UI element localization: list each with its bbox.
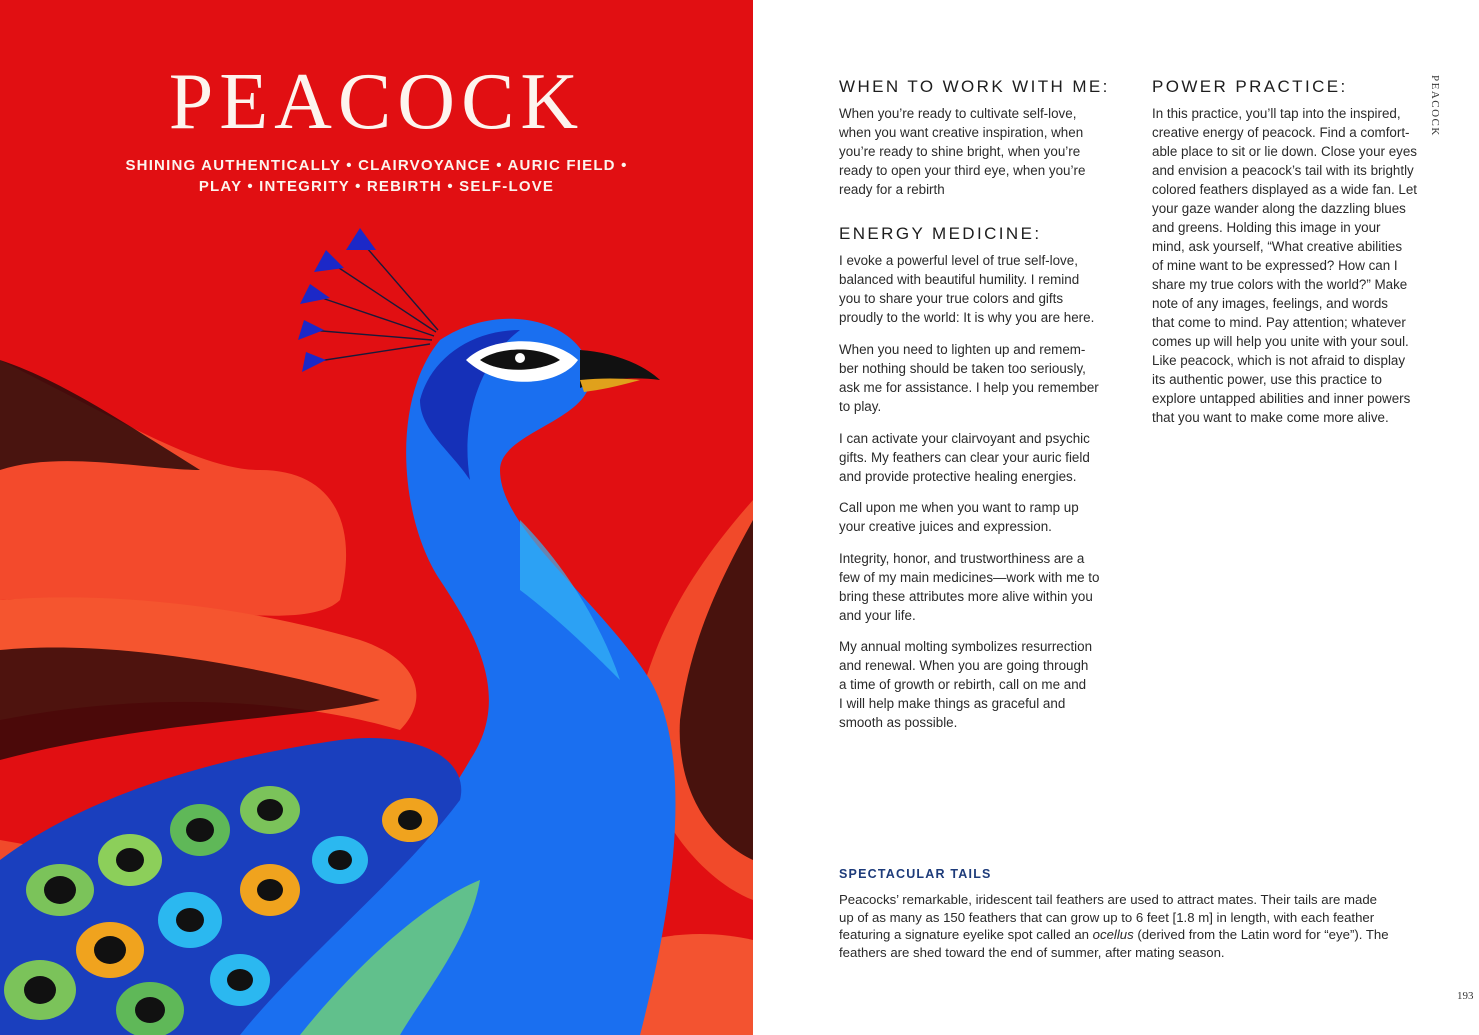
energy-medicine-paragraph-1: I evoke a powerful level of true self-love, balanced with beautiful humility. I remind you to share your true colors and gifts proudly to the world: It is why you are here. — [839, 253, 1095, 325]
tagline-line-2: PLAY • INTEGRITY • REBIRTH • SELF-LOVE — [198, 178, 555, 195]
sidebar-text-italic: ocellus — [1092, 927, 1134, 942]
energy-medicine-paragraph-6: My annual molting symbolizes resurrection and renewal. When you are going through a time of growth or rebirth, call on me and I will help make things as graceful and smooth as possible. — [839, 639, 1093, 730]
power-practice-heading: POWER PRACTICE: — [1152, 77, 1348, 96]
crest-tips — [298, 228, 376, 372]
tagline-line-1: SHINING AUTHENTICALLY • CLAIRVOYANCE • AURIC FIELD • — [125, 157, 628, 174]
sidebar-text-part-1: Peacocks’ remarkable, iridescent tail feathers are used to attract mates. Their tails are made up of as many as 150 feathers that can grow up to 6 feet [1.8 m] in length, with each feather featuring a signature eyelike spot called an — [839, 892, 1378, 942]
dark-swirl-top — [0, 360, 200, 470]
peacock-eye — [515, 353, 525, 363]
energy-medicine-paragraph-2: When you need to lighten up and remem- ber nothing should be taken too seriously, ask me for assistance. I help you remember to play. — [839, 342, 1099, 414]
page-number: 193 — [1457, 990, 1474, 1002]
running-head: PEACOCK — [1429, 75, 1441, 137]
sidebar-heading: SPECTACULAR TAILS — [839, 867, 992, 881]
sidebar-text-part-2: (derived from the Latin word for “eye”). The feathers are shed toward the end of summer, after mating season. — [839, 927, 1389, 960]
power-practice-text: In this practice, you’ll tap into the inspired, creative energy of peacock. Find a comfort- able place to sit or lie down. Close your eyes and envision a peacock’s tail with its brightly colored feathers displayed as a wide fan. Let your gaze wander along the dazzling blues and greens. Holding this image in your mind, ask yourself, “What creative abilities of mine want to be expressed? How can I share my true colors with the world?” Make note of any images, feelings, and words that come to mind. Pay attention; whatever comes up will help you unite with your soul. Like peacock, which is not afraid to display its authentic power, use this practice to explore untapped abilities and inner powers that you want to make come more alive. — [1152, 106, 1418, 425]
sidebar-text — [839, 891, 1429, 961]
energy-medicine-paragraph-3: I can activate your clairvoyant and psychic gifts. My feathers can clear your auric field and provide protective healing energies. — [839, 431, 1090, 484]
energy-medicine-paragraph-5: Integrity, honor, and trustworthiness are a few of my main medicines—work with me to bring these attributes more alive within you and your life. — [839, 551, 1100, 623]
page-title: PEACOCK — [168, 58, 585, 146]
energy-medicine-heading: ENERGY MEDICINE: — [839, 224, 1042, 243]
when-to-work-heading: WHEN TO WORK WITH ME: — [839, 77, 1110, 96]
energy-medicine-paragraph-4: Call upon me when you want to ramp up your creative juices and expression. — [839, 500, 1079, 534]
when-to-work-text: When you’re ready to cultivate self-love, when you want creative inspiration, when you’re ready to shine bright, when you’re ready to open your third eye, when you’re ready for a rebirth — [839, 106, 1086, 197]
beak-underside — [580, 379, 640, 393]
right-page — [753, 0, 1479, 1035]
